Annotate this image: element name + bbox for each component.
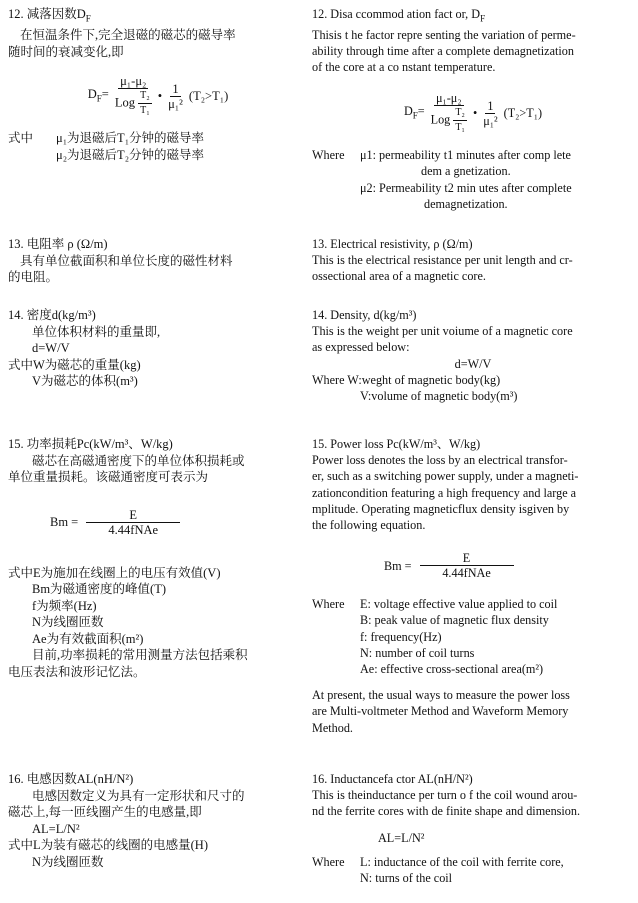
section-title: 14. Density, d(kg/m³) — [312, 308, 417, 322]
where-block: 式中E为施加在线圈上的电压有效值(V) Bm为磁通密度的峰值(T) f为频率(Hz) N为线圈匝数 Ae为有效截面积(m²) 目前,功率损耗的常用测量方法包括乘积 电压表法和波形记忆法。 — [8, 565, 248, 679]
section-title: 13. 电阻率 ρ (Ω/m) — [8, 237, 108, 251]
section-title: 14. 密度d(kg/m³) — [8, 308, 96, 322]
body-line: 在恒温条件下,完全退磁的磁芯的磁导率 — [20, 28, 236, 42]
section-16-en: 16. Inductancefa ctor AL(nH/N²) This is theinductance per turn o f the coil wound arou- nd the ferrite cores with de finite shape and dimension. AL=L/N² Where L: inductance of the coil with ferrite core, N: turns of the coil — [312, 771, 634, 886]
formula-df: $D_F=$ μ₁-μ₂ Log $\frac{\text{T₂}}{\text{T₁}}$ • $\frac{1}{\text{μ₁²}}$ (T₂>T₁) — [403, 91, 543, 134]
section-title: 12. Disa ccommod ation fact or, $D_F$ — [312, 7, 486, 24]
section-13-zh: 13. 电阻率 ρ (Ω/m) 具有单位截面积和单位长度的磁性材料 的电阻。 — [8, 236, 308, 286]
section-14-zh: 14. 密度d(kg/m³) 单位体积材料的重量即, d=W/V 式中W为磁芯的重量(kg) V为磁芯的体积(m³) — [8, 307, 308, 390]
section-13-en: 13. Electrical resistivity, ρ (Ω/m) This is the electrical resistance per unit length and cr- ossectional area of a magnetic core. — [312, 236, 634, 285]
section-title: 16. Inductancefa ctor AL(nH/N²) — [312, 772, 473, 786]
section-title: 15. 功率损耗Pc(kW/m³、W/kg) — [8, 437, 173, 451]
section-16-zh: 16. 电感因数AL(nH/N²) 电感因数定义为具有一定形状和尺寸的 磁芯上,每一匝线圈产生的电感量,即 AL=L/N² 式中L为装有磁芯的线圈的电感量(H) N为线圈匝数 — [8, 771, 308, 870]
where-block: Where L: inductance of the coil with ferrite core, N: turns of the coil — [312, 854, 564, 886]
section-15-zh: 15. 功率损耗Pc(kW/m³、W/kg) 磁芯在高磁通密度下的单位体积损耗或 单位重量损耗。该磁通密度可表示为 Bm = $\frac{E}{\text{4.44fNAe}}$ 式中E为施加在线圈上的电压有效值(V) Bm为磁通密度的峰值(T) f为频率(Hz) N为线圈匝数 Ae为有效截面积(m²) 目前,功率损耗的常用测量方法包括乘积 电压表法和波形记忆法。 — [8, 436, 308, 680]
formula-df: $D_F=$ μ₁-μ₂ Log $\frac{\text{T₂}}{\text{T₁}}$ • $\frac{1}{\text{μ₁²}}$ (T₂>T₁) — [87, 74, 229, 116]
section-title: 12. 减落因数$D_F$ — [8, 7, 91, 24]
section-15-en: 15. Power loss Pc(kW/m³、W/kg) Power loss denotes the loss by an electrical transfor- er, such as a switching power supply, under a magneti- zationcondition featuring a high frequency and large a mplitude. Operating magneticflux density isgiven by the following equation. Bm = $\frac{E}{\text{4.44fNAe}}$ Where E: voltage effective value applied to coil B: peak value of magnetic flux density f: frequency(Hz) N: number of coil turns Ae: effective cross-sectional area(m²) At present, the usual ways to measure the power loss are Multi-voltmeter Method and Waveform Memory Method. — [312, 436, 634, 736]
formula-bm: Bm = $\frac{E}{\text{4.44fNAe}}$ — [8, 508, 308, 537]
section-12-en: 12. Disa ccommod ation fact or, $D_F$ Thisis t he factor repre senting the variation of perme- ability through time after a complete demagnetization of the core at a co nstant temperature. $D_F=$ μ₁-μ₂ Log $\frac{\text{T₂}}{\text{T₁}}$ • $\frac{1}{\text{μ₁²}}$ (T₂>T₁) Where μ1: permeability t1 minutes after comp lete dem a gnetization. μ2: Permeability t2 min utes after complete demagnetization. — [312, 6, 634, 212]
where-block: Where μ1: permeability t1 minutes after comp lete dem a gnetization. μ2: Permeability t2 min utes after complete demagnetization. — [312, 148, 572, 211]
formula-al: AL=L/N² — [378, 830, 425, 845]
body-line: 随时间的衰减变化,即 — [8, 44, 124, 59]
section-title: 13. Electrical resistivity, ρ (Ω/m) — [312, 237, 473, 251]
section-14-en: 14. Density, d(kg/m³) This is the weight per unit voiume of a magnetic core as expressed below: d=W/V Where W:weght of magnetic body(kg) V:volume of magnetic body(m³) — [312, 307, 634, 404]
where-block: 式中 μ₁为退磁后T₁分钟的磁导率 μ₂为退磁后T₂分钟的磁导率 — [8, 131, 205, 162]
section-12-zh — [8, 6, 308, 163]
tail-paragraph: At present, the usual ways to measure the power loss are Multi-voltmeter Method and Waveform Memory Method. — [312, 688, 570, 735]
section-title: 16. 电感因数AL(nH/N²) — [8, 772, 134, 786]
section-title: 15. Power loss Pc(kW/m³、W/kg) — [312, 437, 481, 451]
where-block: Where E: voltage effective value applied to coil B: peak value of magnetic flux density f: frequency(Hz) N: number of coil turns Ae: effective cross-sectional area(m²) — [312, 597, 558, 677]
formula-bm: Bm = $\frac{E}{\text{4.44fNAe}}$ — [312, 551, 634, 580]
